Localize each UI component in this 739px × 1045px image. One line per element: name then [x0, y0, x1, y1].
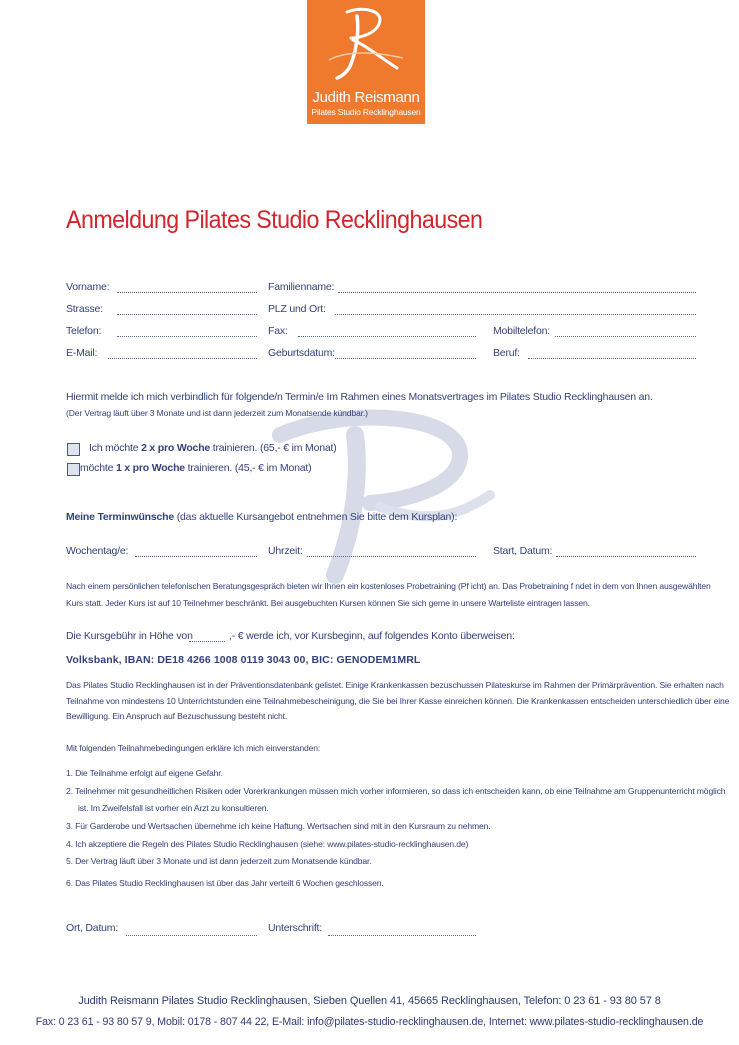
option-2x-label [89, 442, 337, 454]
option-2x-frequency: 2 x pro Woche [141, 442, 211, 454]
footer-line-2: Fax: 0 23 61 - 93 80 57 9, Mobil: 0178 - 807 44 22, E-Mail: info@pilates-studio-recklinghausen.de, Internet: www.pilates-studio-recklinghausen.de [35, 1016, 704, 1028]
probetraining-line-2: Kurs statt. Jeder Kurs ist auf 10 Teilnehmer beschränkt. Bei ausgebuchten Kursen können Sie sich gerne in unsere Warteliste eintragen lassen. [66, 598, 590, 608]
logo-subtitle: Pilates Studio Recklinghausen [311, 107, 421, 117]
telefon-field[interactable] [117, 336, 257, 337]
condition-4: 4. Ich akzeptiere die Regeln des Pilates Studio Recklinghausen (siehe: www.pilates-studio-recklinghausen.de) [66, 839, 469, 849]
mobiltelefon-label: Mobiltelefon: [493, 325, 550, 337]
praevention-line-3: Bewilligung. Ein Anspruch auf Bezuschussung besteht nicht. [66, 711, 288, 721]
conditions-intro: Mit folgenden Teilnahmebedingungen erkläre ich mich einverstanden: [66, 743, 321, 753]
strasse-label: Strasse: [66, 303, 103, 315]
wochentag-field[interactable] [135, 556, 257, 557]
vorname-field[interactable] [117, 292, 257, 293]
logo-r-mark-icon [307, 0, 425, 90]
option-2x-pre: Ich möchte [89, 442, 142, 454]
vorname-label: Vorname: [66, 281, 110, 293]
praevention-line-1: Das Pilates Studio Recklinghausen ist in der Präventionsdatenbank gelistet. Einige Krankenkassen bezuschussen Pilateskurse im Rahmen der Primärprävention. Sie erhalten nach [66, 680, 724, 690]
ort-datum-label: Ort, Datum: [66, 922, 119, 934]
plz-ort-field[interactable] [335, 314, 696, 315]
bank-details: Volksbank, IBAN: DE18 4266 1008 0119 3043 00, BIC: GENODEM1MRL [66, 654, 421, 666]
condition-1: 1. Die Teilnahme erfolgt auf eigene Gefahr. [66, 768, 223, 778]
wishes-heading [66, 511, 457, 523]
fee-post: ,- € werde ich, vor Kursbeginn, auf folgendes Konto überweisen: [229, 630, 515, 642]
option-2x-post: trainieren. (65,- € im Monat) [210, 442, 337, 454]
beruf-field[interactable] [528, 358, 696, 359]
condition-2: 2. Teilnehmer mit gesundheitlichen Risiken oder Vorerkrankungen müssen mich vorher informieren, so dass ich entscheiden kann, ob eine Teilnahme am Gruppenunterricht möglich [66, 786, 726, 796]
unterschrift-label: Unterschrift: [268, 922, 322, 934]
option-1x-frequency: 1 x pro Woche [115, 462, 185, 474]
mobiltelefon-field[interactable] [555, 336, 696, 337]
option-2x-checkbox[interactable] [67, 443, 80, 456]
footer-line-1: Judith Reismann Pilates Studio Recklinghausen, Sieben Quellen 41, 45665 Recklinghausen, Telefon: 0 23 61 - 93 80 57 8 [78, 995, 661, 1007]
condition-5: 5. Der Vertrag läuft über 3 Monate und ist dann jederzeit zum Monatsende kündbar. [66, 856, 372, 866]
uhrzeit-label: Uhrzeit: [268, 545, 303, 557]
logo-name: Judith Reismann [312, 89, 420, 106]
intro-note: (Der Vertrag läuft über 3 Monate und ist dann jederzeit zum Monatsende kündbar.) [66, 408, 368, 418]
fee-pre: Die Kursgebühr in Höhe von [66, 630, 193, 642]
fax-field[interactable] [298, 336, 476, 337]
unterschrift-field[interactable] [328, 935, 476, 936]
intro-text: Hiermit melde ich mich verbindlich für folgende/n Termin/e Im Rahmen eines Monatsvertrages im Pilates Studio Recklinghausen an. [66, 391, 653, 403]
page-title: Anmeldung Pilates Studio Recklinghausen [66, 206, 483, 234]
fee-amount-field[interactable] [189, 641, 225, 642]
wishes-heading-bold: Meine Terminwünsche [66, 511, 175, 523]
option-1x-post: trainieren. (45,- € im Monat) [184, 462, 312, 474]
geburtsdatum-label: Geburtsdatum: [268, 347, 335, 359]
condition-2-cont: ist. Im Zweifelsfall ist vorher ein Arzt zu konsultieren. [78, 803, 269, 813]
wishes-note: (das aktuelle Kursangebot entnehmen Sie bitte dem Kursplan): [174, 511, 458, 523]
email-label: E-Mail: [66, 347, 98, 359]
ort-datum-field[interactable] [126, 935, 257, 936]
plz-ort-label: PLZ und Ort: [268, 303, 326, 315]
start-datum-label: Start, Datum: [493, 545, 553, 557]
condition-6: 6. Das Pilates Studio Recklinghausen ist über das Jahr verteilt 6 Wochen geschlossen. [66, 878, 384, 888]
option-1x-pre: möchte [80, 462, 116, 474]
telefon-label: Telefon: [66, 325, 102, 337]
uhrzeit-field[interactable] [307, 556, 476, 557]
geburtsdatum-field[interactable] [335, 358, 476, 359]
fax-label: Fax: [268, 325, 288, 337]
familienname-field[interactable] [338, 292, 696, 293]
strasse-field[interactable] [117, 314, 257, 315]
probetraining-line-1: Nach einem persönlichen telefonischen Beratungsgespräch bieten wir Ihnen ein kostenloses Probetraining (Pf icht) an. Das Probetraining f ndet in dem von Ihnen ausgewählten [66, 581, 711, 591]
start-datum-field[interactable] [556, 556, 696, 557]
beruf-label: Beruf: [493, 347, 520, 359]
watermark-r-icon [260, 395, 520, 595]
studio-logo [307, 0, 425, 124]
praevention-line-2: Teilnahme von mindestens 10 Unterrichtstunden eine Teilnahmebescheinigung, die Sie bei Ihrer Kasse einreichen können. Die Krankenkassen entscheiden unterschiedlich über eine [66, 696, 730, 706]
wochentag-label: Wochentag/e: [66, 545, 129, 557]
condition-3: 3. Für Garderobe und Wertsachen übernehme ich keine Haftung. Wertsachen sind mit in den Kursraum zu nehmen. [66, 821, 491, 831]
option-1x-checkbox[interactable] [67, 463, 80, 476]
email-field[interactable] [108, 358, 257, 359]
option-1x-label [80, 462, 311, 474]
familienname-label: Familienname: [268, 281, 335, 293]
